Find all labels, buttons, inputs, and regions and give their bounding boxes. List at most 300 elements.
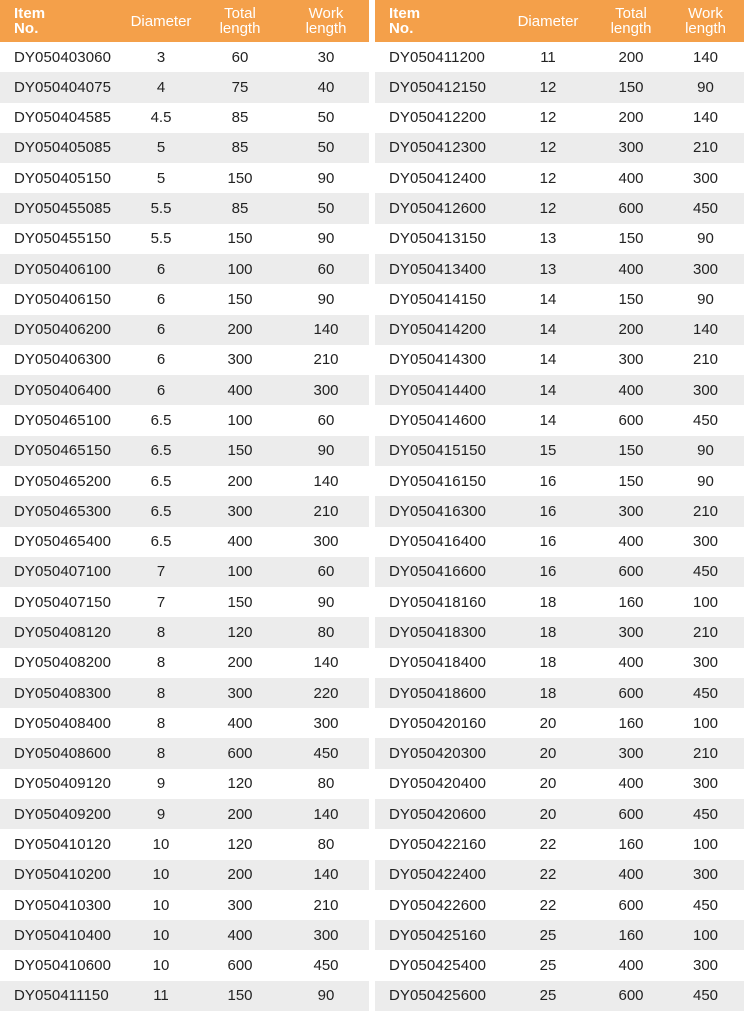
table-row: [0, 103, 369, 133]
cell-item-no: DY050408300: [14, 684, 112, 702]
cell-work-length: 210: [313, 896, 339, 914]
cell-item-no: DY050416300: [389, 502, 487, 520]
cell-diameter: 6.5: [150, 442, 172, 460]
cell-item-no: DY050410400: [14, 926, 112, 944]
cell-diameter: 9: [156, 805, 166, 823]
header-work-length: Work length: [685, 5, 726, 37]
cell-work-length: 140: [692, 321, 719, 339]
cell-work-length: 210: [692, 745, 719, 763]
table-row: [375, 163, 744, 193]
table-row: [0, 890, 369, 920]
cell-total-length: 300: [618, 351, 644, 369]
cell-total-length: 300: [618, 502, 644, 520]
cell-work-length: 90: [697, 230, 714, 248]
cell-diameter: 12: [539, 78, 557, 96]
cell-work-length: 90: [317, 290, 335, 308]
cell-total-length: 100: [227, 563, 253, 581]
table-row: [0, 436, 369, 466]
cell-item-no: DY050405150: [14, 169, 112, 187]
cell-item-no: DY050414600: [389, 412, 487, 430]
table-row: [0, 496, 369, 526]
table-row: [375, 42, 744, 72]
cell-total-length: 300: [618, 745, 644, 763]
cell-total-length: 150: [227, 230, 253, 248]
cell-diameter: 11: [540, 48, 556, 66]
cell-diameter: 5: [156, 169, 166, 187]
cell-item-no: DY050411150: [14, 987, 109, 1005]
cell-total-length: 160: [618, 714, 644, 732]
cell-diameter: 8: [156, 684, 166, 702]
cell-total-length: 400: [227, 926, 253, 944]
table-row: [375, 405, 744, 435]
cell-total-length: 150: [618, 230, 644, 248]
cell-total-length: 160: [618, 926, 644, 944]
table-row: [0, 72, 369, 102]
cell-total-length: 200: [618, 321, 644, 339]
table-row: [0, 42, 369, 72]
cell-total-length: 400: [618, 957, 644, 975]
cell-work-length: 450: [692, 563, 719, 581]
cell-diameter: 22: [539, 866, 557, 884]
cell-work-length: 450: [692, 896, 719, 914]
cell-work-length: 300: [313, 533, 339, 551]
cell-diameter: 5.5: [150, 230, 172, 248]
table-row: [0, 466, 369, 496]
cell-total-length: 400: [618, 654, 644, 672]
cell-work-length: 80: [317, 623, 335, 641]
cell-item-no: DY050405085: [14, 139, 112, 157]
cell-total-length: 600: [227, 957, 253, 975]
cell-diameter: 20: [539, 714, 557, 732]
cell-work-length: 80: [317, 835, 335, 853]
cell-diameter: 9: [156, 775, 166, 793]
cell-diameter: 12: [539, 109, 557, 127]
cell-item-no: DY050425160: [389, 926, 487, 944]
table-row: [375, 769, 744, 799]
table-row: [375, 345, 744, 375]
cell-diameter: 14: [539, 351, 557, 369]
cell-total-length: 150: [227, 987, 253, 1005]
cell-item-no: DY050410300: [14, 896, 112, 914]
table-row: [375, 587, 744, 617]
cell-item-no: DY050406200: [14, 321, 112, 339]
table-row: [375, 315, 744, 345]
cell-diameter: 20: [539, 745, 557, 763]
cell-work-length: 60: [317, 260, 335, 278]
cell-item-no: DY050465100: [14, 412, 112, 430]
cell-total-length: 400: [227, 714, 253, 732]
cell-total-length: 600: [227, 745, 253, 763]
cell-item-no: DY050410600: [14, 957, 112, 975]
table-row: [375, 284, 744, 314]
table-row: [375, 950, 744, 980]
cell-item-no: DY050412150: [389, 78, 487, 96]
cell-total-length: 400: [618, 533, 644, 551]
cell-diameter: 22: [539, 835, 557, 853]
cell-total-length: 85: [231, 109, 249, 127]
table-row: [0, 769, 369, 799]
cell-work-length: 300: [692, 866, 719, 884]
cell-diameter: 18: [539, 654, 557, 672]
header-diameter: Diameter: [130, 12, 192, 30]
cell-item-no: DY050414400: [389, 381, 487, 399]
table-row: [0, 799, 369, 829]
cell-item-no: DY050425400: [389, 957, 487, 975]
table-row: [375, 375, 744, 405]
cell-work-length: 90: [317, 169, 335, 187]
cell-item-no: DY050416400: [389, 533, 487, 551]
cell-work-length: 90: [317, 230, 335, 248]
table-row: [375, 738, 744, 768]
cell-item-no: DY050407150: [14, 593, 112, 611]
table-row: [375, 829, 744, 859]
cell-item-no: DY050411200: [389, 48, 485, 66]
cell-work-length: 140: [313, 472, 339, 490]
table-row: [375, 254, 744, 284]
cell-total-length: 200: [227, 654, 253, 672]
cell-work-length: 300: [692, 381, 719, 399]
cell-diameter: 25: [539, 926, 557, 944]
cell-item-no: DY050422400: [389, 866, 487, 884]
cell-work-length: 450: [313, 745, 339, 763]
cell-total-length: 150: [618, 78, 644, 96]
cell-work-length: 100: [692, 714, 719, 732]
table-row: [375, 557, 744, 587]
cell-work-length: 300: [692, 169, 719, 187]
cell-diameter: 25: [539, 957, 557, 975]
cell-work-length: 300: [313, 381, 339, 399]
table-row: [0, 950, 369, 980]
cell-item-no: DY050409120: [14, 775, 112, 793]
cell-total-length: 75: [231, 78, 249, 96]
cell-item-no: DY050418400: [389, 654, 487, 672]
cell-work-length: 80: [317, 775, 335, 793]
cell-work-length: 300: [692, 957, 719, 975]
cell-item-no: DY050408120: [14, 623, 112, 641]
cell-diameter: 20: [539, 775, 557, 793]
cell-item-no: DY050412200: [389, 109, 487, 127]
table-row: [375, 436, 744, 466]
cell-work-length: 300: [692, 654, 719, 672]
cell-item-no: DY050408400: [14, 714, 112, 732]
cell-work-length: 60: [317, 563, 335, 581]
cell-item-no: DY050406300: [14, 351, 112, 369]
cell-diameter: 18: [539, 684, 557, 702]
table-row: [0, 315, 369, 345]
cell-total-length: 600: [618, 412, 644, 430]
table-row: [375, 708, 744, 738]
cell-total-length: 200: [227, 321, 253, 339]
cell-total-length: 150: [618, 472, 644, 490]
cell-diameter: 16: [539, 472, 557, 490]
cell-work-length: 140: [313, 805, 339, 823]
table-row: [0, 617, 369, 647]
cell-item-no: DY050455150: [14, 230, 112, 248]
cell-work-length: 450: [692, 987, 719, 1005]
cell-diameter: 14: [539, 290, 557, 308]
cell-item-no: DY050404075: [14, 78, 112, 96]
cell-diameter: 6: [156, 381, 166, 399]
cell-diameter: 7: [156, 593, 166, 611]
cell-diameter: 6.5: [150, 412, 172, 430]
cell-total-length: 150: [618, 442, 644, 460]
cell-diameter: 16: [539, 533, 557, 551]
spec-table-left: [0, 0, 369, 1011]
table-row: [375, 496, 744, 526]
cell-diameter: 18: [539, 623, 557, 641]
table-row: [375, 193, 744, 223]
cell-item-no: DY050409200: [14, 805, 112, 823]
cell-diameter: 13: [539, 230, 557, 248]
cell-work-length: 90: [317, 442, 335, 460]
table-row: [375, 920, 744, 950]
cell-total-length: 300: [618, 139, 644, 157]
cell-total-length: 200: [227, 866, 253, 884]
header-total-length: Total length: [219, 5, 261, 37]
cell-diameter: 8: [156, 745, 166, 763]
table-row: [0, 860, 369, 890]
cell-item-no: DY050412600: [389, 200, 487, 218]
cell-diameter: 6.5: [150, 472, 172, 490]
header-work-length: Work length: [305, 5, 347, 37]
cell-work-length: 140: [692, 109, 719, 127]
cell-total-length: 200: [618, 109, 644, 127]
cell-diameter: 8: [156, 654, 166, 672]
cell-work-length: 210: [692, 139, 719, 157]
cell-diameter: 12: [539, 169, 557, 187]
cell-diameter: 11: [153, 987, 169, 1005]
cell-diameter: 6: [156, 351, 166, 369]
table-row: [0, 193, 369, 223]
table-row: [0, 678, 369, 708]
cell-diameter: 18: [539, 593, 557, 611]
cell-work-length: 50: [317, 109, 335, 127]
cell-work-length: 100: [692, 835, 719, 853]
cell-diameter: 3: [156, 48, 166, 66]
table-header: [0, 0, 369, 42]
cell-total-length: 100: [227, 412, 253, 430]
cell-total-length: 400: [227, 533, 253, 551]
cell-total-length: 400: [618, 381, 644, 399]
cell-work-length: 30: [317, 48, 335, 66]
cell-item-no: DY050406400: [14, 381, 112, 399]
cell-item-no: DY050455085: [14, 200, 112, 218]
table-row: [375, 981, 744, 1011]
cell-item-no: DY050410200: [14, 866, 112, 884]
cell-item-no: DY050416150: [389, 472, 487, 490]
cell-diameter: 25: [539, 987, 557, 1005]
cell-item-no: DY050406100: [14, 260, 112, 278]
cell-work-length: 300: [313, 714, 339, 732]
cell-diameter: 8: [156, 623, 166, 641]
cell-total-length: 85: [231, 200, 249, 218]
cell-total-length: 400: [227, 381, 253, 399]
cell-work-length: 90: [317, 593, 335, 611]
cell-diameter: 15: [539, 442, 557, 460]
cell-diameter: 13: [539, 260, 557, 278]
cell-item-no: DY050422160: [389, 835, 487, 853]
cell-work-length: 90: [697, 290, 714, 308]
cell-diameter: 10: [152, 896, 170, 914]
cell-total-length: 200: [227, 472, 253, 490]
table-row: [0, 345, 369, 375]
cell-work-length: 210: [692, 351, 719, 369]
cell-work-length: 40: [317, 78, 335, 96]
cell-item-no: DY050420400: [389, 775, 487, 793]
cell-total-length: 150: [227, 169, 253, 187]
cell-item-no: DY050420160: [389, 714, 487, 732]
table-row: [0, 133, 369, 163]
cell-item-no: DY050420300: [389, 745, 487, 763]
cell-total-length: 600: [618, 563, 644, 581]
table-row: [0, 738, 369, 768]
table-row: [375, 527, 744, 557]
cell-work-length: 300: [692, 533, 719, 551]
cell-item-no: DY050418600: [389, 684, 487, 702]
cell-work-length: 50: [317, 200, 335, 218]
cell-diameter: 6: [156, 260, 166, 278]
cell-item-no: DY050404585: [14, 109, 112, 127]
cell-diameter: 4: [156, 78, 166, 96]
cell-total-length: 300: [227, 351, 253, 369]
cell-work-length: 60: [317, 412, 335, 430]
cell-work-length: 450: [692, 412, 719, 430]
table-row: [375, 648, 744, 678]
cell-item-no: DY050465300: [14, 502, 112, 520]
cell-diameter: 6.5: [150, 502, 172, 520]
cell-total-length: 200: [227, 805, 253, 823]
cell-diameter: 5.5: [150, 200, 172, 218]
table-row: [0, 527, 369, 557]
cell-diameter: 6.5: [150, 533, 172, 551]
cell-diameter: 14: [539, 321, 557, 339]
cell-item-no: DY050418160: [389, 593, 487, 611]
table-row: [0, 375, 369, 405]
table-row: [0, 557, 369, 587]
cell-item-no: DY050414150: [389, 290, 487, 308]
table-row: [375, 103, 744, 133]
cell-item-no: DY050413150: [389, 230, 487, 248]
cell-total-length: 400: [618, 775, 644, 793]
cell-total-length: 60: [231, 48, 249, 66]
cell-diameter: 20: [539, 805, 557, 823]
table-row: [375, 799, 744, 829]
cell-diameter: 5: [156, 139, 166, 157]
cell-work-length: 300: [692, 260, 719, 278]
table-row: [0, 829, 369, 859]
cell-work-length: 140: [313, 866, 339, 884]
cell-diameter: 6: [156, 290, 166, 308]
cell-diameter: 12: [539, 200, 557, 218]
cell-item-no: DY050408200: [14, 654, 112, 672]
cell-work-length: 140: [313, 321, 339, 339]
table-row: [375, 466, 744, 496]
cell-work-length: 90: [697, 472, 714, 490]
cell-total-length: 600: [618, 200, 644, 218]
cell-work-length: 140: [692, 48, 719, 66]
table-row: [0, 981, 369, 1011]
cell-diameter: 10: [152, 957, 170, 975]
cell-total-length: 150: [227, 442, 253, 460]
cell-work-length: 220: [313, 684, 339, 702]
cell-diameter: 14: [539, 381, 557, 399]
table-row: [0, 284, 369, 314]
cell-work-length: 210: [692, 502, 719, 520]
cell-work-length: 100: [692, 926, 719, 944]
cell-total-length: 120: [227, 623, 253, 641]
cell-item-no: DY050425600: [389, 987, 487, 1005]
cell-total-length: 600: [618, 896, 644, 914]
table-row: [0, 587, 369, 617]
table-row: [375, 890, 744, 920]
cell-work-length: 210: [313, 351, 339, 369]
cell-item-no: DY050465150: [14, 442, 112, 460]
cell-diameter: 10: [152, 835, 170, 853]
cell-work-length: 90: [317, 987, 335, 1005]
cell-total-length: 150: [227, 593, 253, 611]
cell-diameter: 10: [152, 926, 170, 944]
cell-diameter: 4.5: [150, 109, 172, 127]
cell-diameter: 16: [539, 563, 557, 581]
cell-work-length: 450: [692, 684, 719, 702]
table-row: [0, 708, 369, 738]
cell-item-no: DY050412400: [389, 169, 487, 187]
cell-diameter: 7: [156, 563, 166, 581]
cell-total-length: 300: [227, 684, 253, 702]
cell-item-no: DY050414300: [389, 351, 487, 369]
cell-total-length: 200: [618, 48, 644, 66]
table-row: [375, 860, 744, 890]
table-row: [0, 648, 369, 678]
cell-diameter: 8: [156, 714, 166, 732]
table-row: [0, 920, 369, 950]
cell-item-no: DY050407100: [14, 563, 112, 581]
cell-item-no: DY050412300: [389, 139, 487, 157]
cell-work-length: 450: [313, 957, 339, 975]
cell-total-length: 300: [227, 502, 253, 520]
cell-item-no: DY050414200: [389, 321, 487, 339]
cell-item-no: DY050465200: [14, 472, 112, 490]
cell-total-length: 100: [227, 260, 253, 278]
table-row: [375, 617, 744, 647]
cell-item-no: DY050413400: [389, 260, 487, 278]
table-row: [0, 163, 369, 193]
cell-total-length: 120: [227, 775, 253, 793]
table-row: [0, 254, 369, 284]
cell-diameter: 22: [539, 896, 557, 914]
cell-work-length: 450: [692, 200, 719, 218]
header-item-no: Item No.: [14, 5, 46, 37]
table-header: [375, 0, 744, 42]
cell-total-length: 150: [618, 290, 644, 308]
cell-item-no: DY050403060: [14, 48, 112, 66]
cell-item-no: DY050465400: [14, 533, 112, 551]
cell-work-length: 90: [697, 78, 714, 96]
cell-diameter: 10: [152, 866, 170, 884]
cell-total-length: 150: [227, 290, 253, 308]
cell-item-no: DY050410120: [14, 835, 112, 853]
cell-total-length: 85: [231, 139, 249, 157]
cell-work-length: 140: [313, 654, 339, 672]
cell-diameter: 6: [156, 321, 166, 339]
table-row: [375, 133, 744, 163]
cell-work-length: 100: [692, 593, 719, 611]
cell-work-length: 300: [692, 775, 719, 793]
cell-total-length: 400: [618, 866, 644, 884]
cell-work-length: 300: [313, 926, 339, 944]
table-row: [375, 72, 744, 102]
table-row: [0, 224, 369, 254]
